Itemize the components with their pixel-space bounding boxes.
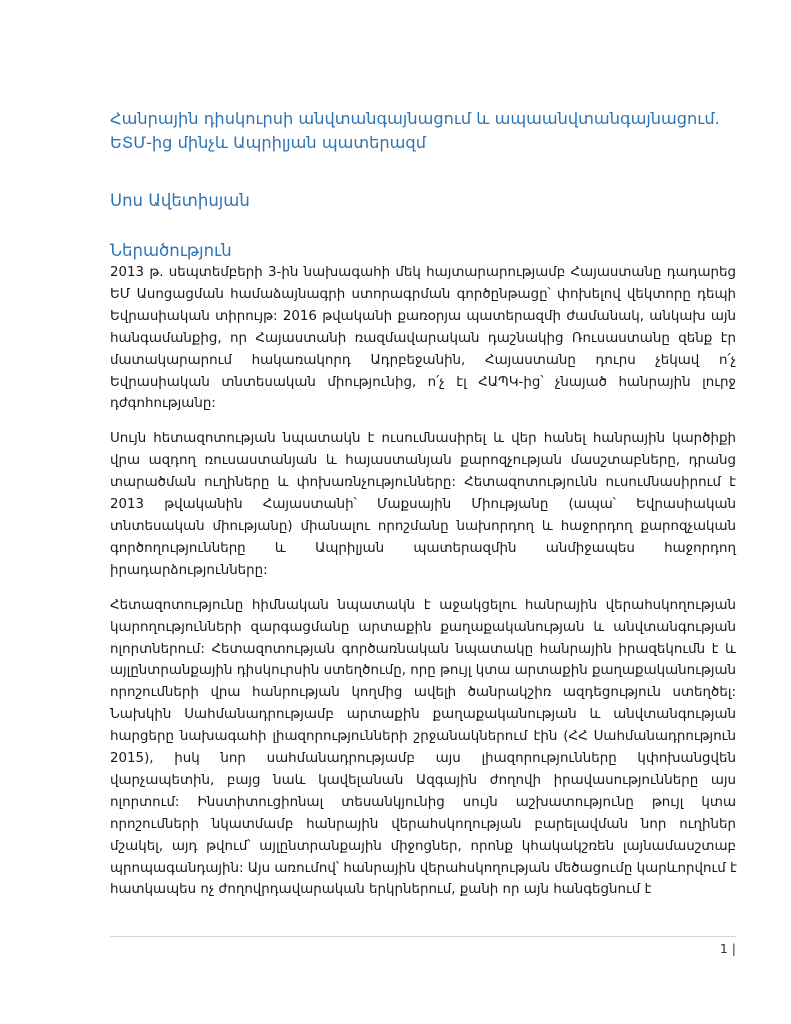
paragraph [110,262,736,415]
body-text [110,262,736,914]
paragraph-line: կարողությունների զարգացմանը արտաքին քաղաքականության և անվտանգության [110,619,736,635]
paragraph-line: վրա ազդող ռուսաստանյան և հայաստանյան քարոզչության մասշտաբները, դրանց [110,453,736,469]
paragraph-line: իրադարձությունները: [110,562,268,578]
footer-divider [110,936,736,937]
paragraph-line: ոլորտում: Ինստիտուցիոնալ տեսանկյունից սույն աշխատությունը թույլ կտա [110,794,736,810]
paragraph-line: գործողությունները և Ապրիլյան պատերազմին անմիջապես հաջորդող [110,540,736,556]
paragraph-line: հարցերը նախագահի լիազորությունների շրջանակներում էին (ՀՀ Սահմանադրություն [110,729,736,745]
title-line: ԵՏՄ-ից մինչև Ապրիլյան պատերազմ [110,133,426,152]
paragraph-line: ոլորտներում: Հետազոտության գործառնական նպատակը հանրային իրազեկումն է և [110,641,736,657]
document-title [110,107,736,155]
paragraph-line: մատակարարում հակառակորդ Ադրբեջանին, Հայաստանը դուրս չեկավ ո՛չ [110,352,736,368]
paragraph-line: պրոպագանդային: Այս առումով՝ հանրային վերահսկողության մեծացումը կարևորվում է [110,860,737,876]
page-number: 1 | [719,941,736,956]
paragraph-line: վարչապետին, բայց նաև կավելանան Ազգային ժողովի իրավասությունները այս [110,772,736,788]
paragraph-line: դժգոհությանը: [110,396,216,412]
section-heading: Ներածություն [110,241,232,260]
paragraph-line: Նախկին Սահմանադրությամբ արտաքին քաղաքականության և անվտանգության [110,707,736,723]
paragraph-line: 2013 թ. սեպտեմբերի 3-ին նախագահի մեկ հայտարարությամբ Հայաստանը դադարեց [110,265,736,280]
paragraph-line: 2013 թվականին Հայաստանի՝ Մաքսային Միությանը (ապա՝ Եվրասիական [110,497,736,513]
paragraph-line: Եվրասիական տիրույթ: 2016 թվականի քառօրյա պատերազմի ժամանակ, անկախ այն [110,308,736,324]
paragraph [110,428,736,581]
paragraph-line: 2015), իսկ նոր սահմանադրությամբ այս լիազորությունները կփոխանցվեն [110,751,736,767]
paragraph [110,595,736,902]
paragraph-line: հանգամանքից, որ Հայաստանի ռազմավարական դաշնակից Ռուսաստանը զենք էր [110,330,736,346]
paragraph-line: Սույն հետազոտության նպատակն է ուսումնասիրել և վեր հանել հանրային կարծիքի [110,431,736,447]
paragraph-line: Հետազոտությունը հիմնական նպատակն է աջակցելու հանրային վերահսկողության [110,597,736,613]
paragraph-line: մշակել, այդ թվում՝ այլընտրանքային միջոցներ, որոնք կհակակշռեն լայնամասշտաբ [110,838,736,854]
author-name: Սոս Ավետիսյան [110,191,250,210]
paragraph-line: որոշումների վրա հանրության կողմից ավելի ծանրակշիռ ազդեցություն ստեղծել: [110,685,736,701]
title-line: Հանրային դիսկուրսի անվտանգայնացում և ապաանվտանգայնացում. [110,109,720,128]
paragraph-line: տնտեսական միությանը) միանալու որոշմանը նախորդող և հաջորդող քարոզչական [110,518,736,534]
paragraph-line: Եվրասիական տնտեսական միությունից, ո՛չ էլ ՀԱՊԿ-ից՝ չնայած հանրային լուրջ [110,374,736,390]
paragraph-line: տարածման ուղիները և փոխառնչությունները: Հետազոտությունն ուսումնասիրում է [110,475,736,491]
paragraph-line: ԵՄ Ասոցացման համաձայնագրի ստորագրման գործընթացը՝ փոխելով վեկտորը դեպի [110,286,736,302]
paragraph-line: հատկապես ոչ ժողովրդավարական երկրներում, քանի որ այն հանգեցնում է [110,882,652,898]
paragraph-line: այլընտրանքային դիսկուրսին ստեղծումը, որը թույլ կտա արտաքին քաղաքականության [110,663,736,679]
paragraph-line: որոշումների նկատմամբ հանրային վերահսկողության բարելավման նոր ուղիներ [110,816,736,832]
